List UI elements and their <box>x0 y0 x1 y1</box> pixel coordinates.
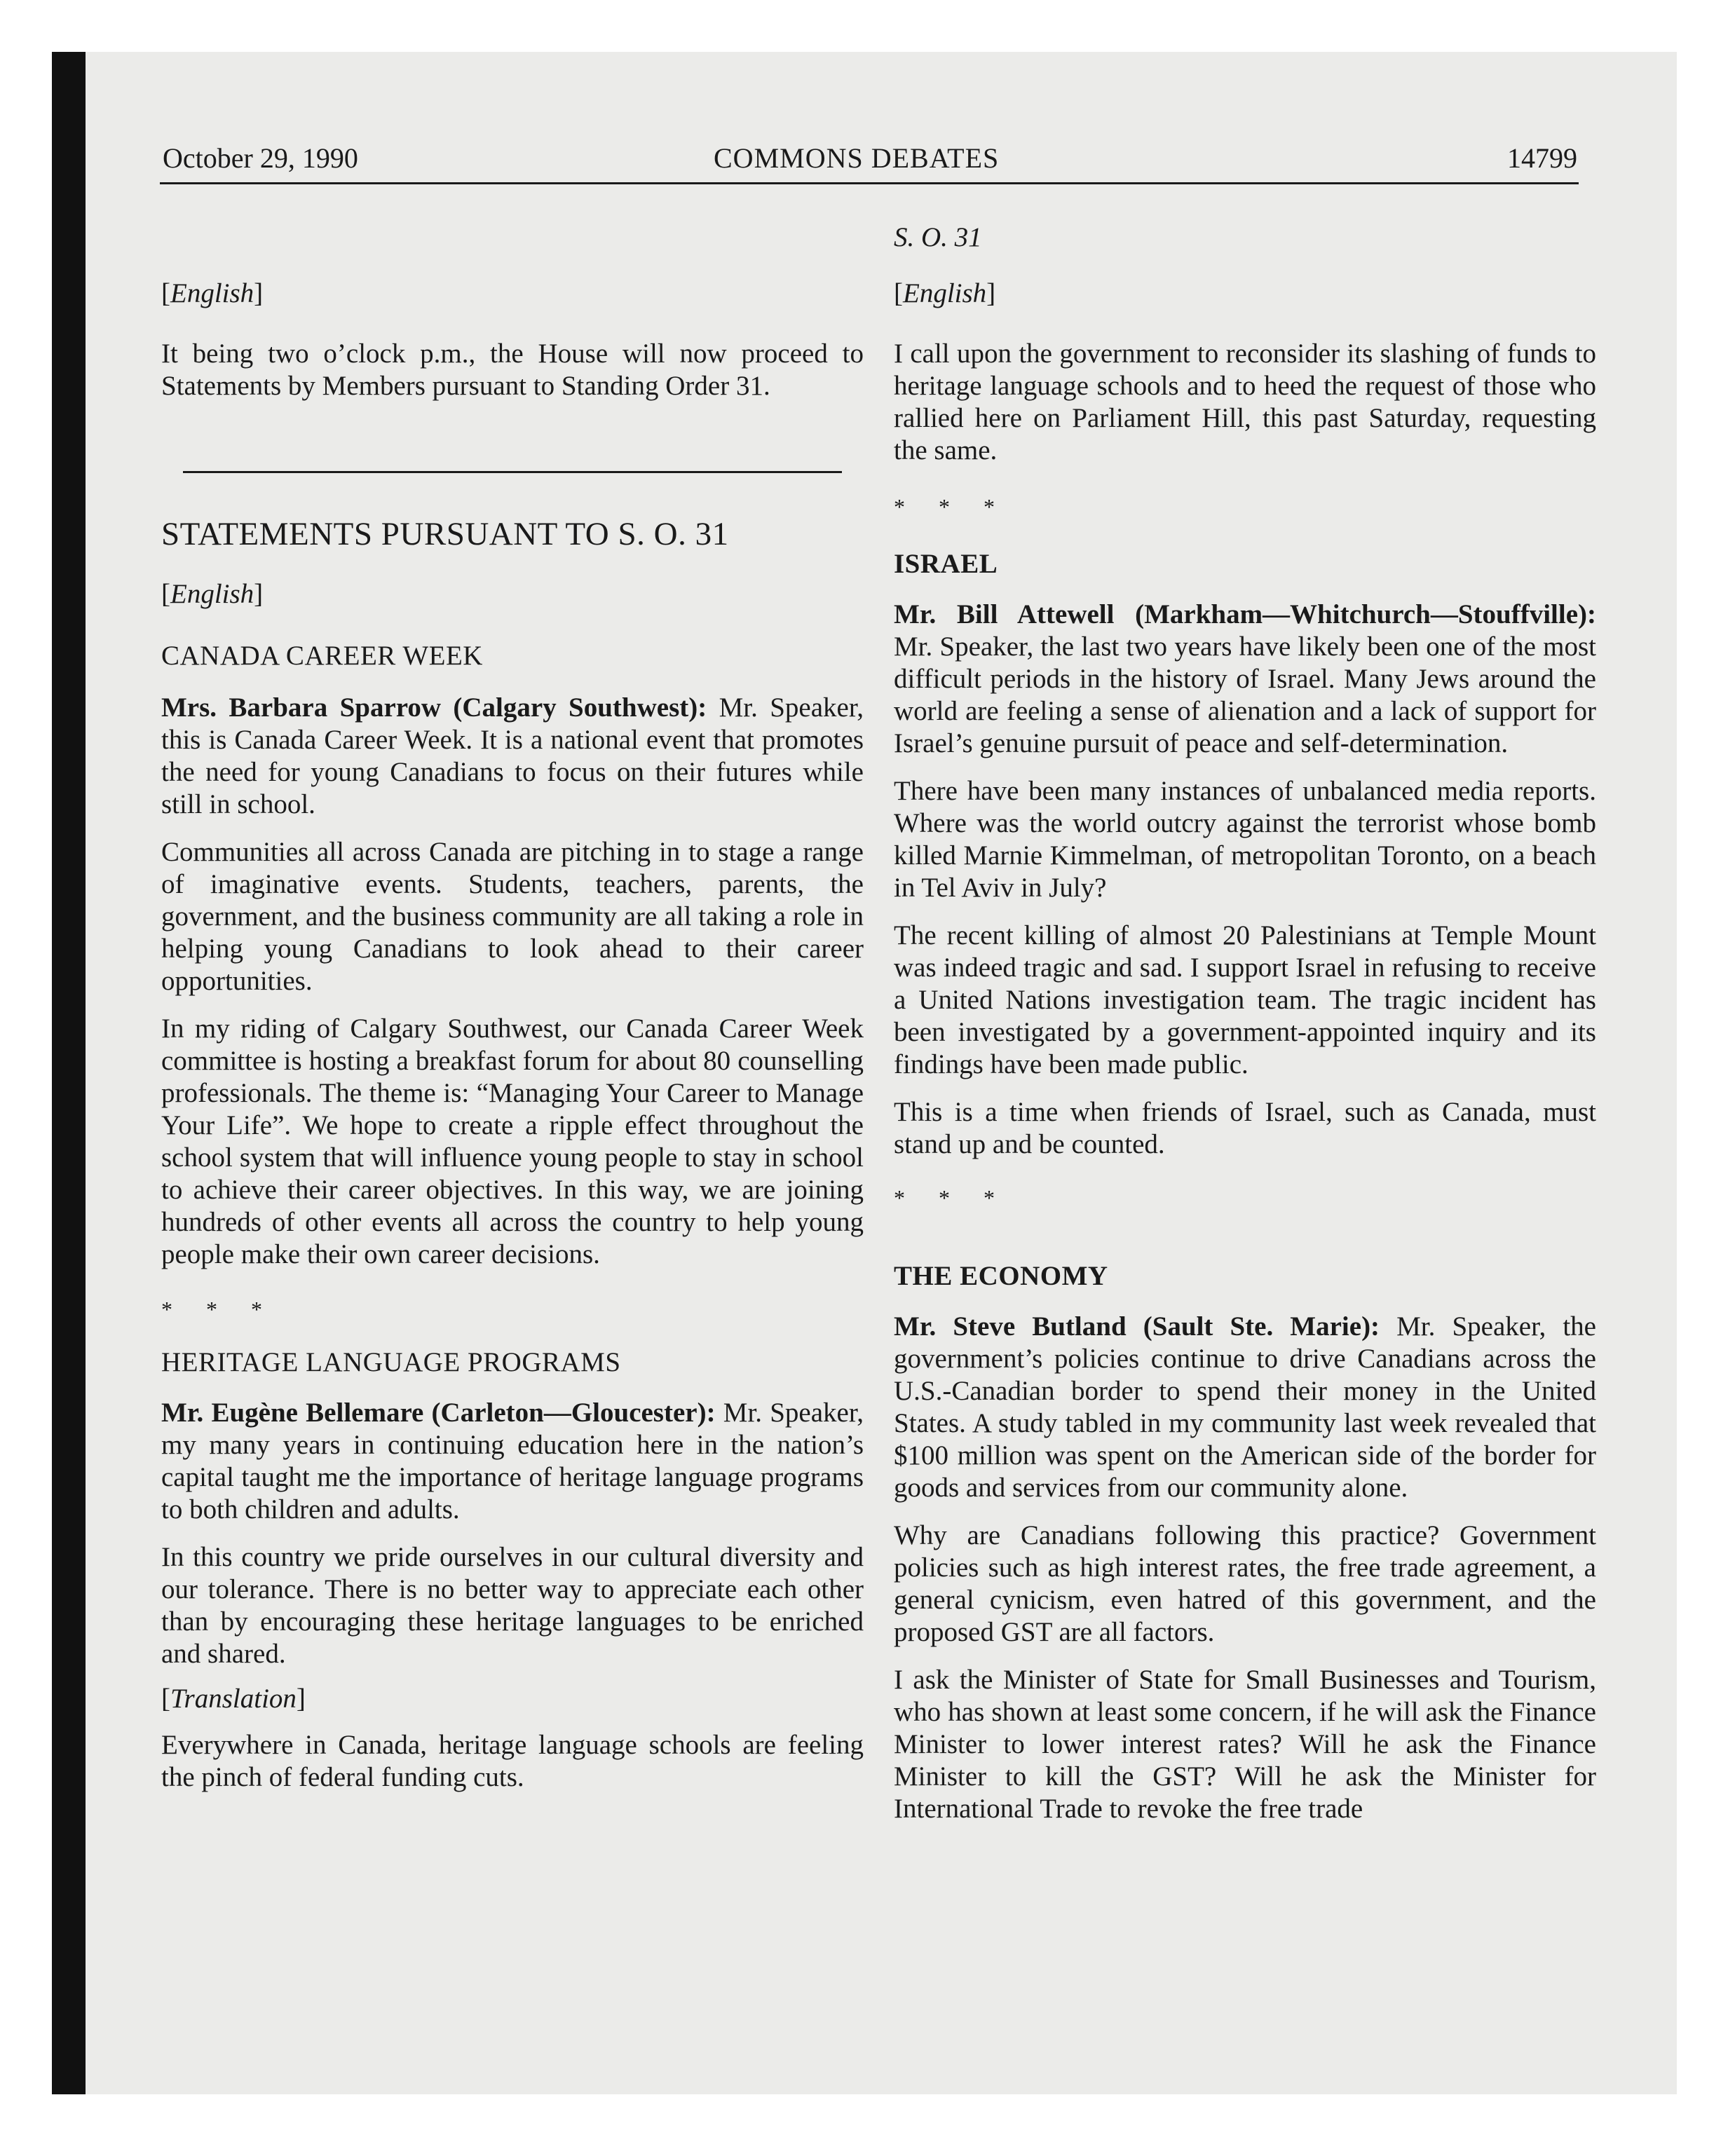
page-number: 14799 <box>1507 142 1577 174</box>
statement-paragraph: Mr. Eugène Bellemare (Carleton—Gloucester): Mr. Speaker, my many years in continuing education here in the nation’s capital taught me the importance of heritage language programs to both children and adults. <box>161 1398 864 1524</box>
speaker-name: Mrs. Barbara Sparrow (Calgary Southwest): <box>161 692 707 723</box>
language-tag: [English] <box>161 579 264 609</box>
section-title: STATEMENTS PURSUANT TO S. O. 31 <box>161 516 729 552</box>
statement-paragraph: In my riding of Calgary Southwest, our Canada Career Week committee is hosting a breakfast forum for about 80 counselling professionals. The theme is: “Managing Your Career to Manage Your Life”. We hope to create a ripple effect throughout the school system that will influence young people to stay in school to achieve their career objectives. In this way, we are joining hundreds of other events all across the country to help young people make their own career decisions. <box>161 1014 864 1269</box>
statement-title-career: CANADA CAREER WEEK <box>161 641 483 671</box>
statement-paragraph: Everywhere in Canada, heritage language schools are feeling the pinch of federal funding cuts. <box>161 1730 864 1792</box>
section-separator: * * * <box>894 1185 1009 1210</box>
speaker-name: Mr. Steve Butland (Sault Ste. Marie): <box>894 1311 1380 1342</box>
section-separator: * * * <box>894 494 1009 519</box>
statement-paragraph: I ask the Minister of State for Small Businesses and Tourism, who has shown at least some concern, if he will ask the Finance Minister to lower interest rates? Will he ask the Finance Minister to kill the GST? Will he ask the Minister for International Trade to revoke the free trade <box>894 1665 1596 1824</box>
header-title: COMMONS DEBATES <box>714 142 1000 174</box>
language-tag: [Translation] <box>161 1684 306 1714</box>
standing-order-label: S. O. 31 <box>894 222 982 252</box>
statement-paragraph: This is a time when friends of Israel, such as Canada, must stand up and be counted. <box>894 1097 1596 1159</box>
left-column <box>161 210 864 1794</box>
statement-paragraph: Why are Canadians following this practice? Government policies such as high interest rates, the free trade agreement, a general cynicism, even hatred of this government, and the proposed GST are all factors. <box>894 1520 1596 1647</box>
statement-paragraph: Communities all across Canada are pitching in to stage a range of imaginative events. Students, teachers, parents, the government, and the business community are all taking a role in helping young Canadians to look ahead to their career opportunities. <box>161 837 864 996</box>
statement-title-israel: ISRAEL <box>894 549 998 579</box>
statement-paragraph: The recent killing of almost 20 Palestinians at Temple Mount was indeed tragic and sad. I support Israel in refusing to receive a United Nations investigation team. The tragic incident has been investigated by a government-appointed inquiry and its findings have been made public. <box>894 920 1596 1079</box>
statement-paragraph: Mr. Bill Attewell (Markham—Whitchurch—Stouffville): Mr. Speaker, the last two years have likely been one of the most difficult periods in the history of Israel. Many Jews around the world are feeling a sense of alienation and a lack of support for Israel’s genuine pursuit of peace and self-determination. <box>894 599 1596 758</box>
language-tag: [English] <box>894 278 996 308</box>
header-rule <box>160 182 1579 184</box>
statement-paragraph: Mrs. Barbara Sparrow (Calgary Southwest): Mr. Speaker, this is Canada Career Week. It is a national event that promotes the need for young Canadians to focus on their futures while still in school. <box>161 692 864 819</box>
statement-paragraph: Mr. Steve Butland (Sault Ste. Marie): Mr. Speaker, the government’s policies continue to drive Canadians across the U.S.-Canadian border to spend their money in the United States. A study tabled in my community last week revealed that $100 million was spent on the American side of the border for goods and services from our community alone. <box>894 1311 1596 1503</box>
header-date: October 29, 1990 <box>163 142 358 174</box>
language-tag: [English] <box>161 278 264 308</box>
intro-paragraph: It being two o’clock p.m., the House will now proceed to Statements by Members pursuant to Standing Order 31. <box>161 339 864 401</box>
statement-paragraph: I call upon the government to reconsider its slashing of funds to heritage language schools and to heed the request of those who rallied here on Parliament Hill, this past Saturday, requesting the same. <box>894 339 1596 465</box>
section-separator: * * * <box>161 1297 276 1322</box>
statement-paragraph: There have been many instances of unbalanced media reports. Where was the world outcry against the terrorist whose bomb killed Marnie Kimmelman, of metropolitan Toronto, on a beach in Tel Aviv in July? <box>894 776 1596 903</box>
statement-title-economy: THE ECONOMY <box>894 1261 1108 1291</box>
speaker-name: Mr. Bill Attewell (Markham—Whitchurch—Stouffville): <box>894 599 1596 629</box>
statement-paragraph: In this country we pride ourselves in our cultural diversity and our tolerance. There is no better way to appreciate each other than by encouraging these heritage languages to be enriched and shared. <box>161 1542 864 1669</box>
right-column <box>894 210 1596 1825</box>
speaker-name: Mr. Eugène Bellemare (Carleton—Gloucester): <box>161 1398 716 1428</box>
statement-title-heritage: HERITAGE LANGUAGE PROGRAMS <box>161 1347 621 1377</box>
scan-border <box>52 52 86 2094</box>
